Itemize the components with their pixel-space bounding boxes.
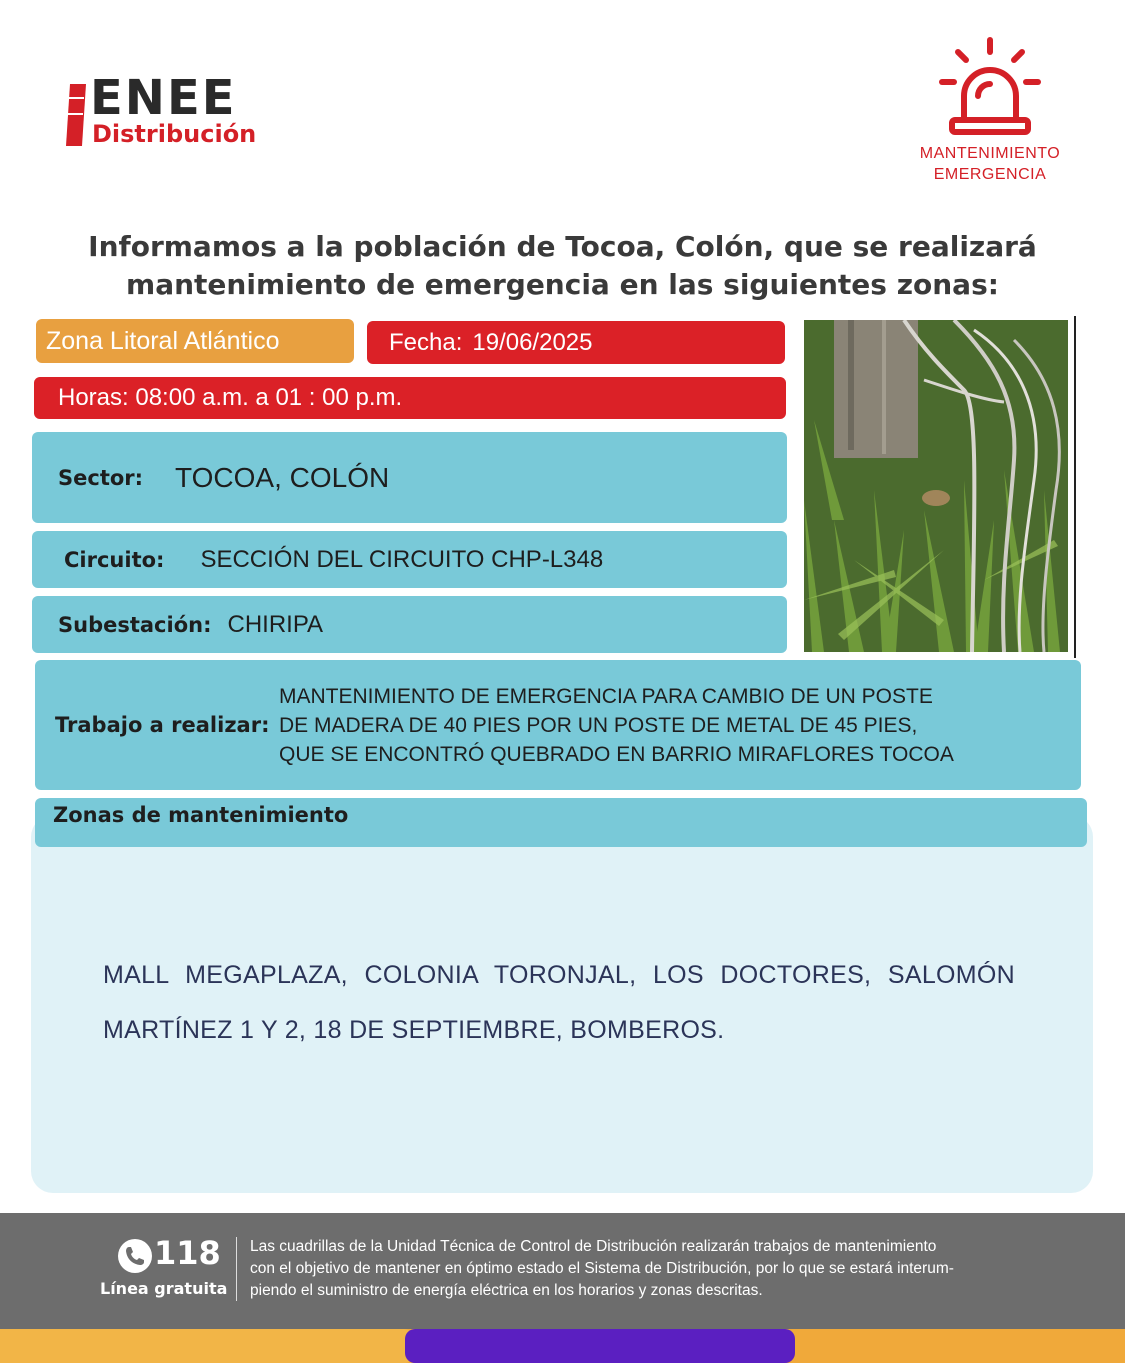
footer-line-2: con el objetivo de mantener en óptimo estado el Sistema de Distribución, por lo que se estará interum- <box>250 1260 954 1277</box>
subestacion-value: CHIRIPA <box>227 610 324 638</box>
zonas-label: Zonas de mantenimiento <box>53 803 349 827</box>
badge-line-2: EMERGENCIA <box>933 165 1047 183</box>
badge-line-1: MANTENIMIENTO <box>919 145 1061 162</box>
subestacion-label: Subestación: <box>58 612 212 637</box>
horas-pill: Horas: 08:00 a.m. a 01 : 00 p.m. <box>34 377 786 419</box>
fecha-label: Fecha: <box>389 328 463 356</box>
logo-wordmark: ENEE <box>90 70 237 126</box>
circuito-box <box>32 531 787 588</box>
zonas-header <box>35 798 1087 847</box>
zonas-list: MALL MEGAPLAZA, COLONIA TORONJAL, LOS DOCTORES, SALOMÓN MARTÍNEZ 1 Y 2, 18 DE SEPTIEMBRE, BOMBEROS. <box>103 961 1015 1044</box>
fecha-value: 19/06/2025 <box>472 328 593 356</box>
trabajo-line-2: DE MADERA DE 40 PIES POR UN POSTE DE METAL DE 45 PIES, <box>279 713 918 737</box>
bottom-bar-left <box>0 1329 414 1363</box>
photo-divider <box>1074 316 1076 658</box>
footer-line-1: Las cuadrillas de la Unidad Técnica de Control de Distribución realizarán trabajos de mantenimiento <box>250 1238 937 1255</box>
trabajo-line-1: MANTENIMIENTO DE EMERGENCIA PARA CAMBIO DE UN POSTE <box>279 684 933 708</box>
sector-value: TOCOA, COLÓN <box>175 461 390 493</box>
headline-line-2: mantenimiento de emergencia en las siguientes zonas: <box>126 267 999 301</box>
phone-label: Línea gratuita <box>100 1279 228 1298</box>
logo-subtitle: Distribución <box>92 120 257 148</box>
enee-logo <box>66 70 296 152</box>
headline <box>20 228 1105 304</box>
logo-mark-icon <box>66 84 86 146</box>
emergency-badge <box>900 36 1080 186</box>
circuito-label: Circuito: <box>64 547 165 572</box>
footer-divider <box>236 1237 237 1301</box>
trabajo-box <box>35 660 1081 790</box>
footer-disclaimer <box>250 1236 1050 1302</box>
fecha-pill <box>367 321 785 364</box>
phone-number: 118 <box>154 1234 221 1272</box>
pole-photo <box>804 320 1068 652</box>
zona-pill: Zona Litoral Atlántico <box>36 319 354 363</box>
footer-line-3: piendo el suministro de energía eléctrica en los horarios y zonas descritas. <box>250 1282 763 1299</box>
trabajo-description <box>279 682 954 769</box>
phone-icon <box>118 1239 152 1273</box>
trabajo-line-3: QUE SE ENCONTRÓ QUEBRADO EN BARRIO MIRAFLORES TOCOA <box>279 742 954 766</box>
subestacion-box <box>32 596 787 653</box>
headline-line-1: Informamos a la población de Tocoa, Colón, que se realizará <box>88 230 1037 263</box>
bottom-bar-accent <box>405 1329 795 1363</box>
hotline <box>100 1234 228 1305</box>
alarm-siren-icon <box>938 36 1042 136</box>
sector-label: Sector: <box>58 465 144 490</box>
circuito-value: SECCIÓN DEL CIRCUITO CHP-L348 <box>200 545 604 573</box>
sector-box <box>32 432 787 523</box>
trabajo-label: Trabajo a realizar: <box>55 713 270 737</box>
